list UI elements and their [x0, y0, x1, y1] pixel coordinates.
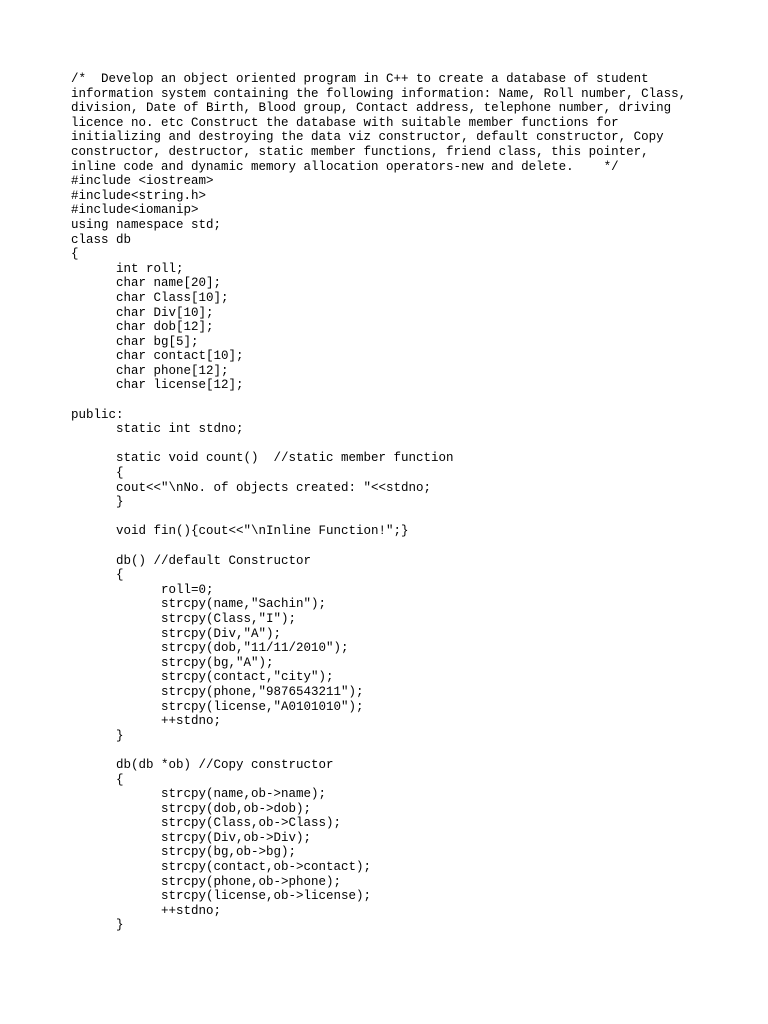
code-line: strcpy(Div,ob->Div); — [71, 830, 312, 845]
code-line — [71, 437, 761, 452]
code-line: initializing and destroying the data viz constructor, default constructor, Copy — [71, 130, 664, 145]
code-line: strcpy(license,ob->license); — [71, 889, 372, 904]
code-line — [71, 510, 761, 525]
code-line: db() //default Constructor — [71, 553, 312, 568]
code-line: static int stdno; — [71, 422, 244, 437]
code-line: strcpy(Class,ob->Class); — [71, 816, 342, 831]
code-line: public: — [71, 407, 124, 422]
code-line: #include <iostream> — [71, 174, 214, 189]
code-line: licence no. etc Construct the database with suitable member functions for — [71, 115, 619, 130]
code-line: { — [71, 466, 124, 481]
code-line: ++stdno; — [71, 903, 222, 918]
code-line: strcpy(phone,ob->phone); — [71, 874, 342, 889]
code-line: static void count() //static member function — [71, 451, 454, 466]
code-line: } — [71, 918, 124, 933]
code-line: strcpy(name,ob->name); — [71, 787, 327, 802]
code-line — [71, 393, 761, 408]
code-line: strcpy(contact,ob->contact); — [71, 860, 372, 875]
code-line: strcpy(Div,"A"); — [71, 626, 282, 641]
code-line: { — [71, 772, 124, 787]
code-line: char phone[12]; — [71, 363, 229, 378]
code-line: constructor, destructor, static member functions, friend class, this pointer, — [71, 144, 649, 159]
code-line: char Div[10]; — [71, 305, 214, 320]
code-line: } — [71, 728, 124, 743]
code-line — [71, 743, 761, 758]
code-line: char license[12]; — [71, 378, 244, 393]
code-line: division, Date of Birth, Blood group, Contact address, telephone number, driving — [71, 101, 672, 116]
code-line: char Class[10]; — [71, 290, 229, 305]
code-line: cout<<"\nNo. of objects created: "<<stdno; — [71, 480, 432, 495]
code-line: information system containing the following information: Name, Roll number, Class, — [71, 86, 687, 101]
code-line: using namespace std; — [71, 217, 222, 232]
code-line: #include<string.h> — [71, 188, 207, 203]
code-document — [71, 72, 761, 933]
code-line: { — [71, 247, 79, 262]
code-line: /* Develop an object oriented program in C++ to create a database of student — [71, 72, 649, 86]
code-line: char name[20]; — [71, 276, 222, 291]
code-line: class db — [71, 232, 132, 247]
code-line: strcpy(dob,ob->dob); — [71, 801, 312, 816]
code-line: char bg[5]; — [71, 334, 199, 349]
code-line: roll=0; — [71, 582, 214, 597]
code-line: strcpy(dob,"11/11/2010"); — [71, 641, 349, 656]
code-line: strcpy(license,"A0101010"); — [71, 699, 364, 714]
code-line: strcpy(Class,"I"); — [71, 611, 297, 626]
code-line: char dob[12]; — [71, 320, 214, 335]
code-line: inline code and dynamic memory allocation operators-new and delete. */ — [71, 159, 619, 174]
code-line: strcpy(name,"Sachin"); — [71, 597, 327, 612]
code-line: strcpy(phone,"9876543211"); — [71, 684, 364, 699]
code-line: { — [71, 568, 124, 583]
code-line: strcpy(contact,"city"); — [71, 670, 334, 685]
code-line: } — [71, 495, 124, 510]
code-line: char contact[10]; — [71, 349, 244, 364]
code-line: ++stdno; — [71, 714, 222, 729]
code-line: #include<iomanip> — [71, 203, 199, 218]
code-line — [71, 539, 761, 554]
code-line: db(db *ob) //Copy constructor — [71, 757, 334, 772]
code-line: int roll; — [71, 261, 184, 276]
code-line: strcpy(bg,"A"); — [71, 655, 274, 670]
code-line: void fin(){cout<<"\nInline Function!";} — [71, 524, 409, 539]
code-line: strcpy(bg,ob->bg); — [71, 845, 297, 860]
